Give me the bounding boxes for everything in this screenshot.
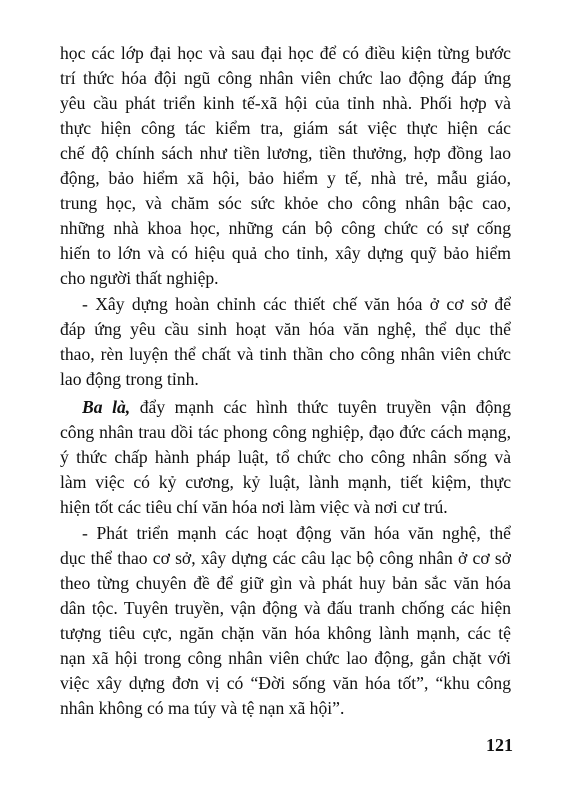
text-line: tượng tiêu cực, ngăn chặn văn hóa không lành mạnh, các tệ	[60, 623, 511, 643]
text-line: động, bảo hiểm xã hội, bảo hiểm y tế, nhà trẻ, mẫu giáo,	[60, 168, 511, 188]
text-line: dân tộc. Tuyên truyền, vận động và đấu tranh chống các hiện	[60, 598, 511, 618]
text-line: theo từng chuyên đề để giữ gìn và phát huy bản sắc văn hóa	[60, 573, 511, 593]
text-line: trung học, và chăm sóc sức khỏe cho công nhân bậc cao,	[60, 193, 511, 213]
paragraph-lead: Ba là,	[82, 397, 131, 417]
text-line: lao động trong tỉnh.	[60, 369, 199, 389]
text-line: đáp ứng yêu cầu sinh hoạt văn hóa văn nghệ, thể dục thể	[60, 319, 511, 339]
text-line: nhân không có ma túy và tệ nạn xã hội”.	[60, 698, 345, 718]
text-line: làm việc có kỷ cương, kỷ luật, lành mạnh, tiết kiệm, thực	[60, 472, 511, 492]
text-line: việc xây dựng đơn vị có “Đời sống văn hóa tốt”, “khu công	[60, 673, 511, 693]
text-line: nạn xã hội trong công nhân viên chức lao động, gắn chặt với	[60, 648, 511, 668]
text-line: cho người thất nghiệp.	[60, 268, 219, 288]
text-line: những nhà khoa học, những cán bộ công chức có sự cống	[60, 218, 511, 238]
text-line: yêu cầu phát triển kinh tế-xã hội của tỉnh nhà. Phối hợp và	[60, 93, 511, 113]
text-line: - Phát triển mạnh các hoạt động văn hóa văn nghệ, thể	[82, 523, 511, 543]
text-line: - Xây dựng hoàn chỉnh các thiết chế văn hóa ở cơ sở để	[82, 294, 511, 314]
text-line: dục thể thao cơ sở, xây dựng các câu lạc bộ công nhân ở cơ sở	[60, 548, 511, 568]
text-line: công nhân trau dồi tác phong công nghiệp, đạo đức cách mạng,	[60, 422, 511, 442]
text-line: thao, rèn luyện thể chất và tinh thần cho công nhân viên chức	[60, 344, 511, 364]
text-line: trí thức hóa đội ngũ công nhân viên chức lao động đáp ứng	[60, 68, 511, 88]
text-line: ý thức chấp hành pháp luật, tổ chức cho công nhân sống và	[60, 447, 511, 467]
page-number: 121	[486, 735, 513, 755]
text-line: chế độ chính sách như tiền lương, tiền thưởng, hợp đồng lao	[60, 143, 511, 163]
text-line	[82, 395, 511, 420]
text-line: thực hiện công tác kiểm tra, giám sát việc thực hiện các	[60, 118, 511, 138]
paragraph-lead-continuation: đẩy mạnh các hình thức tuyên truyền vận động	[130, 397, 511, 417]
text-line: hiện tốt các tiêu chí văn hóa nơi làm việc và nơi cư trú.	[60, 497, 448, 517]
text-line: học các lớp đại học và sau đại học để có điều kiện từng bước	[60, 43, 511, 63]
text-line: hiến to lớn và có hiệu quả cho tỉnh, xây dựng quỹ bảo hiểm	[60, 243, 511, 263]
